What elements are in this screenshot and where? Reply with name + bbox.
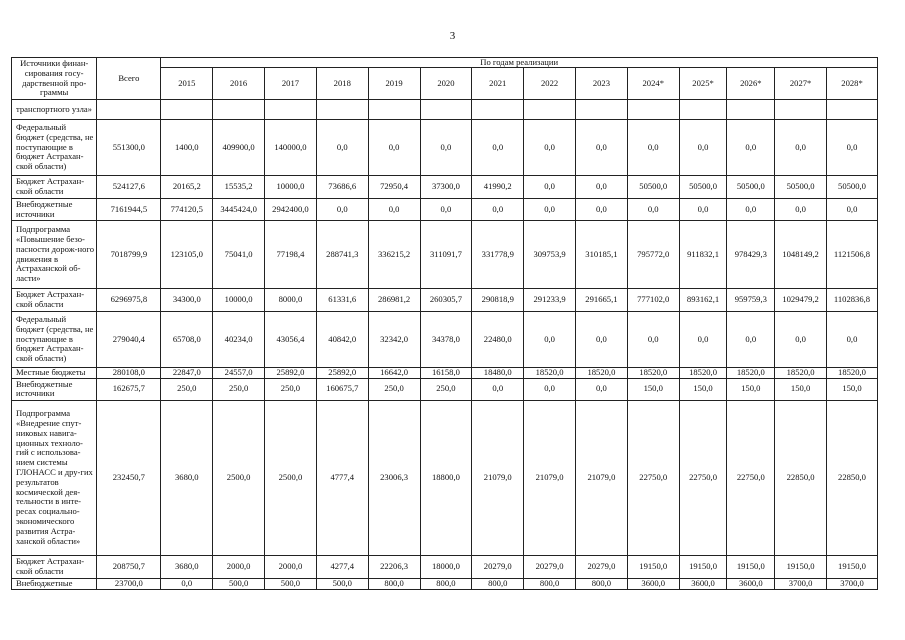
table-row xyxy=(12,120,878,176)
table-row xyxy=(12,176,878,199)
value-cell: 37300,0 xyxy=(420,176,472,199)
value-cell: 140000,0 xyxy=(265,120,317,176)
year-header: 2022 xyxy=(524,68,576,100)
value-cell: 0,0 xyxy=(524,378,576,400)
value-cell: 777102,0 xyxy=(627,289,679,312)
sources-header: Источники финан-сирования госу-дарственной про-граммы xyxy=(12,58,97,100)
table-row xyxy=(12,555,878,578)
value-cell: 2942400,0 xyxy=(265,199,317,221)
value-cell: 40234,0 xyxy=(213,312,265,368)
value-cell: 0,0 xyxy=(472,120,524,176)
value-cell: 22480,0 xyxy=(472,312,524,368)
value-cell: 22847,0 xyxy=(161,368,213,379)
value-cell: 50500,0 xyxy=(627,176,679,199)
table-row xyxy=(12,578,878,589)
value-cell: 22750,0 xyxy=(727,400,775,555)
financing-table xyxy=(11,57,878,590)
value-cell: 150,0 xyxy=(827,378,878,400)
value-cell: 16158,0 xyxy=(420,368,472,379)
value-cell xyxy=(213,100,265,120)
value-cell: 0,0 xyxy=(472,378,524,400)
year-header: 2019 xyxy=(368,68,420,100)
year-header: 2021 xyxy=(472,68,524,100)
value-cell: 800,0 xyxy=(472,578,524,589)
value-cell: 0,0 xyxy=(524,312,576,368)
year-header: 2027* xyxy=(775,68,827,100)
source-cell: Местные бюджеты xyxy=(12,368,97,379)
value-cell: 50500,0 xyxy=(679,176,727,199)
value-cell: 150,0 xyxy=(679,378,727,400)
value-cell: 10000,0 xyxy=(265,176,317,199)
value-cell: 310185,1 xyxy=(576,221,628,289)
value-cell: 0,0 xyxy=(316,120,368,176)
total-cell: 23700,0 xyxy=(97,578,161,589)
value-cell: 0,0 xyxy=(420,120,472,176)
value-cell: 4777,4 xyxy=(316,400,368,555)
value-cell: 774120,5 xyxy=(161,199,213,221)
source-cell: Подпрограмма «Повышение безо-пасности дорож-ного движения в Астраханской об-ласти» xyxy=(12,221,97,289)
value-cell: 409900,0 xyxy=(213,120,265,176)
value-cell: 34300,0 xyxy=(161,289,213,312)
value-cell xyxy=(316,100,368,120)
value-cell: 23006,3 xyxy=(368,400,420,555)
value-cell: 2000,0 xyxy=(213,555,265,578)
value-cell: 309753,9 xyxy=(524,221,576,289)
value-cell: 250,0 xyxy=(420,378,472,400)
value-cell: 0,0 xyxy=(679,120,727,176)
year-header: 2016 xyxy=(213,68,265,100)
value-cell: 800,0 xyxy=(368,578,420,589)
value-cell: 250,0 xyxy=(265,378,317,400)
value-cell xyxy=(576,100,628,120)
years-group-header: По годам реализации xyxy=(161,58,878,68)
value-cell: 34378,0 xyxy=(420,312,472,368)
value-cell: 0,0 xyxy=(775,312,827,368)
value-cell: 2500,0 xyxy=(265,400,317,555)
value-cell: 291233,9 xyxy=(524,289,576,312)
value-cell: 959759,3 xyxy=(727,289,775,312)
value-cell: 2500,0 xyxy=(213,400,265,555)
value-cell: 32342,0 xyxy=(368,312,420,368)
value-cell: 18520,0 xyxy=(679,368,727,379)
table-row xyxy=(12,400,878,555)
value-cell: 19150,0 xyxy=(679,555,727,578)
value-cell: 18520,0 xyxy=(627,368,679,379)
value-cell: 18520,0 xyxy=(524,368,576,379)
value-cell: 22206,3 xyxy=(368,555,420,578)
source-cell: Внебюджетные источники xyxy=(12,199,97,221)
table-row xyxy=(12,368,878,379)
year-header: 2017 xyxy=(265,68,317,100)
value-cell: 800,0 xyxy=(524,578,576,589)
value-cell: 8000,0 xyxy=(265,289,317,312)
value-cell: 21079,0 xyxy=(576,400,628,555)
value-cell: 336215,2 xyxy=(368,221,420,289)
table-row xyxy=(12,221,878,289)
value-cell: 77198,4 xyxy=(265,221,317,289)
value-cell: 160675,7 xyxy=(316,378,368,400)
value-cell: 500,0 xyxy=(213,578,265,589)
value-cell: 0,0 xyxy=(524,120,576,176)
value-cell xyxy=(420,100,472,120)
value-cell: 2000,0 xyxy=(265,555,317,578)
value-cell: 286981,2 xyxy=(368,289,420,312)
year-header: 2025* xyxy=(679,68,727,100)
value-cell: 19150,0 xyxy=(827,555,878,578)
source-cell: Внебюджетные xyxy=(12,578,97,589)
value-cell: 3700,0 xyxy=(775,578,827,589)
value-cell xyxy=(727,100,775,120)
value-cell xyxy=(161,100,213,120)
value-cell xyxy=(679,100,727,120)
value-cell: 250,0 xyxy=(161,378,213,400)
source-cell: Федеральный бюджет (средства, не поступающие в бюджет Астрахан-ской области) xyxy=(12,120,97,176)
year-header: 2028* xyxy=(827,68,878,100)
total-cell: 162675,7 xyxy=(97,378,161,400)
value-cell: 0,0 xyxy=(524,176,576,199)
value-cell: 3445424,0 xyxy=(213,199,265,221)
value-cell: 61331,6 xyxy=(316,289,368,312)
value-cell: 3680,0 xyxy=(161,400,213,555)
source-cell: Бюджет Астрахан-ской области xyxy=(12,555,97,578)
value-cell: 16642,0 xyxy=(368,368,420,379)
value-cell: 800,0 xyxy=(420,578,472,589)
page-number: 3 xyxy=(449,30,456,42)
value-cell: 22750,0 xyxy=(627,400,679,555)
value-cell: 3680,0 xyxy=(161,555,213,578)
header-row-group xyxy=(12,58,878,68)
table-row xyxy=(12,289,878,312)
year-header: 2026* xyxy=(727,68,775,100)
value-cell: 291665,1 xyxy=(576,289,628,312)
value-cell: 50500,0 xyxy=(727,176,775,199)
value-cell: 0,0 xyxy=(727,312,775,368)
value-cell xyxy=(265,100,317,120)
value-cell: 20165,2 xyxy=(161,176,213,199)
total-cell: 279040,4 xyxy=(97,312,161,368)
value-cell: 0,0 xyxy=(727,120,775,176)
value-cell: 0,0 xyxy=(368,199,420,221)
value-cell: 0,0 xyxy=(576,176,628,199)
value-cell: 260305,7 xyxy=(420,289,472,312)
value-cell: 75041,0 xyxy=(213,221,265,289)
total-cell: 208750,7 xyxy=(97,555,161,578)
value-cell: 150,0 xyxy=(727,378,775,400)
value-cell: 21079,0 xyxy=(524,400,576,555)
year-header: 2020 xyxy=(420,68,472,100)
value-cell: 25892,0 xyxy=(265,368,317,379)
source-cell: Подпрограмма «Внедрение спут-никовых навига-ционных техноло-гий с использова-нием системы ГЛОНАСС и дру-гих результатов космической дея-тельности в инте-ресах социально-экономического развития Астра-ханской области» xyxy=(12,400,97,555)
source-cell: Федеральный бюджет (средства, не поступающие в бюджет Астрахан-ской области) xyxy=(12,312,97,368)
value-cell xyxy=(827,100,878,120)
value-cell: 50500,0 xyxy=(775,176,827,199)
value-cell: 10000,0 xyxy=(213,289,265,312)
total-cell: 551300,0 xyxy=(97,120,161,176)
value-cell: 0,0 xyxy=(420,199,472,221)
value-cell: 800,0 xyxy=(576,578,628,589)
value-cell: 1029479,2 xyxy=(775,289,827,312)
value-cell: 1102836,8 xyxy=(827,289,878,312)
value-cell: 15535,2 xyxy=(213,176,265,199)
total-header: Всего xyxy=(97,58,161,100)
year-header: 2024* xyxy=(627,68,679,100)
value-cell: 0,0 xyxy=(316,199,368,221)
value-cell: 290818,9 xyxy=(472,289,524,312)
value-cell: 0,0 xyxy=(727,199,775,221)
value-cell: 150,0 xyxy=(627,378,679,400)
total-cell: 232450,7 xyxy=(97,400,161,555)
value-cell: 311091,7 xyxy=(420,221,472,289)
value-cell: 20279,0 xyxy=(472,555,524,578)
value-cell: 18520,0 xyxy=(576,368,628,379)
value-cell: 500,0 xyxy=(316,578,368,589)
source-cell: Бюджет Астрахан-ской области xyxy=(12,176,97,199)
total-cell: 7018799,9 xyxy=(97,221,161,289)
value-cell: 19150,0 xyxy=(727,555,775,578)
value-cell: 0,0 xyxy=(576,120,628,176)
value-cell: 73686,6 xyxy=(316,176,368,199)
value-cell: 1400,0 xyxy=(161,120,213,176)
value-cell: 1121506,8 xyxy=(827,221,878,289)
value-cell xyxy=(775,100,827,120)
total-cell: 524127,6 xyxy=(97,176,161,199)
year-header: 2015 xyxy=(161,68,213,100)
value-cell: 41990,2 xyxy=(472,176,524,199)
table-row xyxy=(12,199,878,221)
value-cell: 72950,4 xyxy=(368,176,420,199)
value-cell: 43056,4 xyxy=(265,312,317,368)
value-cell: 20279,0 xyxy=(576,555,628,578)
value-cell: 893162,1 xyxy=(679,289,727,312)
value-cell: 3600,0 xyxy=(727,578,775,589)
value-cell: 0,0 xyxy=(679,199,727,221)
value-cell: 40842,0 xyxy=(316,312,368,368)
value-cell: 3700,0 xyxy=(827,578,878,589)
table-row xyxy=(12,378,878,400)
value-cell: 250,0 xyxy=(368,378,420,400)
value-cell: 150,0 xyxy=(775,378,827,400)
value-cell: 0,0 xyxy=(368,120,420,176)
value-cell: 3600,0 xyxy=(627,578,679,589)
source-cell: Бюджет Астрахан-ской области xyxy=(12,289,97,312)
value-cell: 0,0 xyxy=(627,199,679,221)
total-cell xyxy=(97,100,161,120)
total-cell: 6296975,8 xyxy=(97,289,161,312)
value-cell: 22850,0 xyxy=(827,400,878,555)
value-cell: 18800,0 xyxy=(420,400,472,555)
value-cell xyxy=(524,100,576,120)
value-cell: 0,0 xyxy=(827,199,878,221)
value-cell: 21079,0 xyxy=(472,400,524,555)
value-cell: 0,0 xyxy=(161,578,213,589)
table-body xyxy=(12,100,878,590)
value-cell: 19150,0 xyxy=(775,555,827,578)
value-cell: 0,0 xyxy=(627,120,679,176)
value-cell: 500,0 xyxy=(265,578,317,589)
value-cell: 0,0 xyxy=(679,312,727,368)
year-header: 2018 xyxy=(316,68,368,100)
value-cell: 20279,0 xyxy=(524,555,576,578)
value-cell: 18520,0 xyxy=(827,368,878,379)
value-cell: 19150,0 xyxy=(627,555,679,578)
value-cell: 18480,0 xyxy=(472,368,524,379)
value-cell: 0,0 xyxy=(775,199,827,221)
value-cell: 24557,0 xyxy=(213,368,265,379)
value-cell: 795772,0 xyxy=(627,221,679,289)
value-cell: 25892,0 xyxy=(316,368,368,379)
value-cell: 288741,3 xyxy=(316,221,368,289)
value-cell: 331778,9 xyxy=(472,221,524,289)
value-cell: 50500,0 xyxy=(827,176,878,199)
value-cell: 0,0 xyxy=(576,199,628,221)
value-cell: 3600,0 xyxy=(679,578,727,589)
value-cell: 0,0 xyxy=(627,312,679,368)
source-cell: транспортного узла» xyxy=(12,100,97,120)
value-cell: 123105,0 xyxy=(161,221,213,289)
value-cell: 65708,0 xyxy=(161,312,213,368)
value-cell xyxy=(627,100,679,120)
value-cell: 18000,0 xyxy=(420,555,472,578)
year-header: 2023 xyxy=(576,68,628,100)
table-row xyxy=(12,100,878,120)
value-cell: 911832,1 xyxy=(679,221,727,289)
value-cell: 0,0 xyxy=(472,199,524,221)
value-cell: 0,0 xyxy=(576,378,628,400)
value-cell: 0,0 xyxy=(576,312,628,368)
total-cell: 7161944,5 xyxy=(97,199,161,221)
value-cell: 0,0 xyxy=(827,312,878,368)
value-cell: 22850,0 xyxy=(775,400,827,555)
value-cell xyxy=(472,100,524,120)
value-cell: 0,0 xyxy=(524,199,576,221)
value-cell: 978429,3 xyxy=(727,221,775,289)
value-cell: 18520,0 xyxy=(775,368,827,379)
table-row xyxy=(12,312,878,368)
value-cell: 1048149,2 xyxy=(775,221,827,289)
value-cell: 4277,4 xyxy=(316,555,368,578)
value-cell xyxy=(368,100,420,120)
value-cell: 18520,0 xyxy=(727,368,775,379)
value-cell: 0,0 xyxy=(827,120,878,176)
value-cell: 22750,0 xyxy=(679,400,727,555)
source-cell: Внебюджетные источники xyxy=(12,378,97,400)
total-cell: 280108,0 xyxy=(97,368,161,379)
value-cell: 0,0 xyxy=(775,120,827,176)
value-cell: 250,0 xyxy=(213,378,265,400)
